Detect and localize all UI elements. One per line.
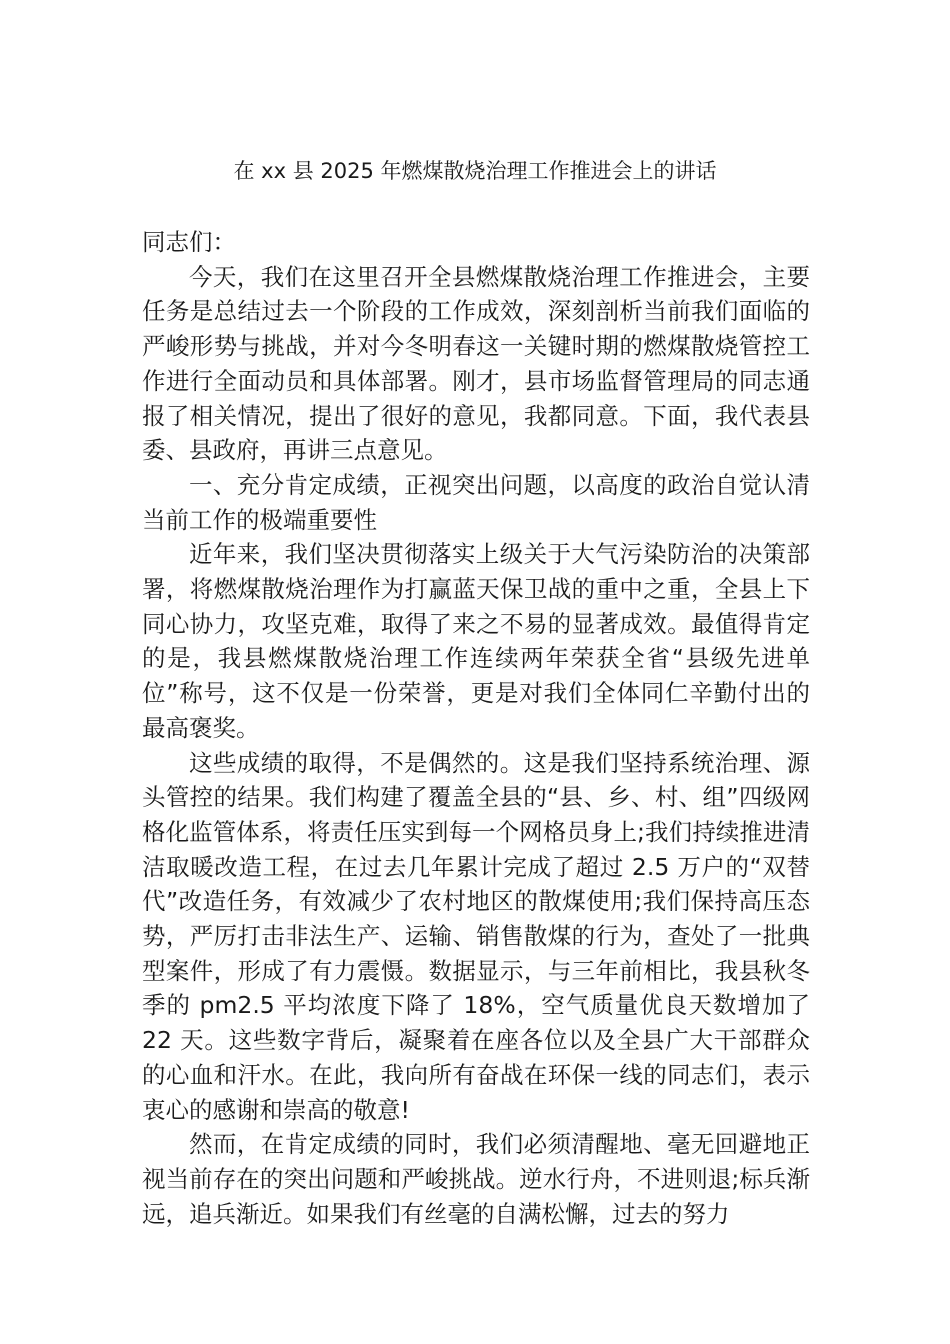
paragraph-achievements: 近年来，我们坚决贯彻落实上级关于大气污染防治的决策部署，将燃煤散烧治理作为打赢蓝天保卫战的重中之重，全县上下同心协力，攻坚克难，取得了来之不易的显著成效。最值得肯定的是，我县燃煤散烧治理工作连续两年荣获全省“县级先进单位”称号，这不仅是一份荣誉，更是对我们全体同仁辛勤付出的最高褒奖。 <box>142 540 810 742</box>
document-title: 在 xx 县 2025 年燃煤散烧治理工作推进会上的讲话 <box>233 159 717 183</box>
document-body <box>142 225 810 1231</box>
salutation: 同志们： <box>142 228 236 256</box>
paragraph-results: 这些成绩的取得，不是偶然的。这是我们坚持系统治理、源头管控的结果。我们构建了覆盖全县的“县、乡、村、组”四级网格化监管体系，将责任压实到每一个网格员身上;我们持续推进清洁取暖改造工程，在过去几年累计完成了超过 2.5 万户的“双替代”改造任务，有效减少了农村地区的散煤使用;我们保持高压态势，严厉打击非法生产、运输、销售散煤的行为，查处了一批典型案件，形成了有力震慑。数据显示，与三年前相比，我县秋冬季的 pm2.5 平均浓度下降了 18%，空气质量优良天数增加了 22 天。这些数字背后，凝聚着在座各位以及全县广大干部群众的心血和汗水。在此，我向所有奋战在环保一线的同志们，表示衷心的感谢和崇高的敬意! <box>142 748 810 1124</box>
section-heading-one: 一、充分肯定成绩，正视突出问题，以高度的政治自觉认清当前工作的极端重要性 <box>142 470 810 534</box>
paragraph-opening: 今天，我们在这里召开全县燃煤散烧治理工作推进会，主要任务是总结过去一个阶段的工作成效，深刻剖析当前我们面临的严峻形势与挑战，并对今冬明春这一关键时期的燃煤散烧管控工作进行全面动员和具体部署。刚才，县市场监督管理局的同志通报了相关情况，提出了很好的意见，我都同意。下面，我代表县委、县政府，再讲三点意见。 <box>142 262 810 465</box>
paragraph-problems: 然而，在肯定成绩的同时，我们必须清醒地、毫无回避地正视当前存在的突出问题和严峻挑战。逆水行舟，不进则退;标兵渐远，追兵渐近。如果我们有丝毫的自满松懈，过去的努力 <box>142 1130 810 1228</box>
